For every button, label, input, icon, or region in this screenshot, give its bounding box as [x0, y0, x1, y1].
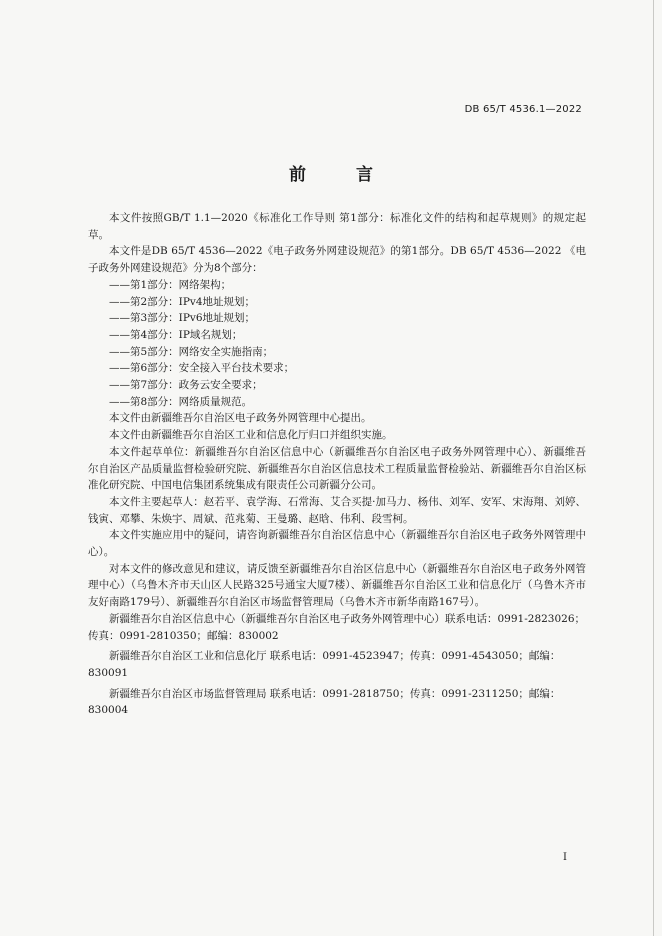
list-item-part-3: ——第3部分：IPv6地址规划； [109, 312, 256, 325]
list-item-part-2: ——第2部分：IPv4地址规划； [109, 295, 256, 308]
paragraph-drafters: 本文件主要起草人：赵若平、袁学海、石常海、艾合买提·加马力、杨伟、刘军、安军、宋海翔、刘婷、钱寅、邓攀、朱焕宇、周斌、范兆菊、王曼璐、赵晗、伟利、段雪柯。 [88, 495, 586, 525]
paragraph-part-intro: 本文件是DB 65/T 4536—2022《电子政务外网建设规范》的第1部分。DB 65/T 4536—2022 《电子政务外网建设规范》分为8个部分： [88, 245, 586, 275]
paragraph-drafting-rule: 本文件按照GB/T 1.1—2020《标准化工作导则 第1部分：标准化文件的结构和起草规则》的规定起草。 [88, 212, 586, 241]
page-number: I [563, 852, 567, 863]
list-item-part-8: ——第8部分：网络质量规范。 [109, 395, 253, 408]
paragraph-inquiry: 本文件实施应用中的疑问，请咨询新疆维吾尔自治区信息中心（新疆维吾尔自治区电子政务外网管理中心）。 [88, 529, 586, 559]
paragraph-administrator: 本文件由新疆维吾尔自治区工业和信息化厅归口并组织实施。 [109, 429, 393, 442]
paragraph-feedback: 对本文件的修改意见和建议，请反馈至新疆维吾尔自治区信息中心（新疆维吾尔自治区电子政务外网管理中心）（乌鲁木齐市天山区人民路325号通宝大厦7楼）、新疆维吾尔自治区工业和信息化厅（乌鲁木齐市友好南路179号）、新疆维吾尔自治区市场监督管理局（乌鲁木齐市新华南路167号）。 [88, 562, 586, 609]
paragraph-proposer: 本文件由新疆维吾尔自治区电子政务外网管理中心提出。 [109, 412, 372, 425]
foreword-body [88, 210, 586, 719]
list-item-part-6: ——第6部分：安全接入平台技术要求； [109, 362, 295, 375]
contact-industry-dept: 新疆维吾尔自治区工业和信息化厅 联系电话：0991-4523947；传真：0991-4543050；邮编：830091 [88, 650, 561, 679]
standard-code: DB 65/T 4536.1—2022 [464, 104, 582, 115]
list-item-part-7: ——第7部分：政务云安全要求； [109, 379, 263, 392]
contact-info-center: 新疆维吾尔自治区信息中心（新疆维吾尔自治区电子政务外网管理中心）联系电话：0991-2823026；传真：0991-2810350；邮编：830002 [88, 612, 586, 642]
paragraph-drafting-units: 本文件起草单位：新疆维吾尔自治区信息中心（新疆维吾尔自治区电子政务外网管理中心）、新疆维吾尔自治区产品质量监督检验研究院、新疆维吾尔自治区信息技术工程质量监督检验站、新疆维吾尔自治区标准化研究院、中国电信集团系统集成有限责任公司新疆分公司。 [88, 445, 586, 492]
list-item-part-1: ——第1部分：网络架构； [109, 278, 232, 291]
page-edge-line [653, 0, 654, 936]
list-item-part-4: ——第4部分：IP域名规划； [109, 328, 243, 341]
contact-market-regulation: 新疆维吾尔自治区市场监督管理局 联系电话：0991-2818750；传真：0991-2311250；邮编：830004 [88, 687, 561, 717]
list-item-part-5: ——第5部分：网络安全实施指南； [109, 345, 274, 358]
section-title: 前 言 [289, 165, 395, 185]
